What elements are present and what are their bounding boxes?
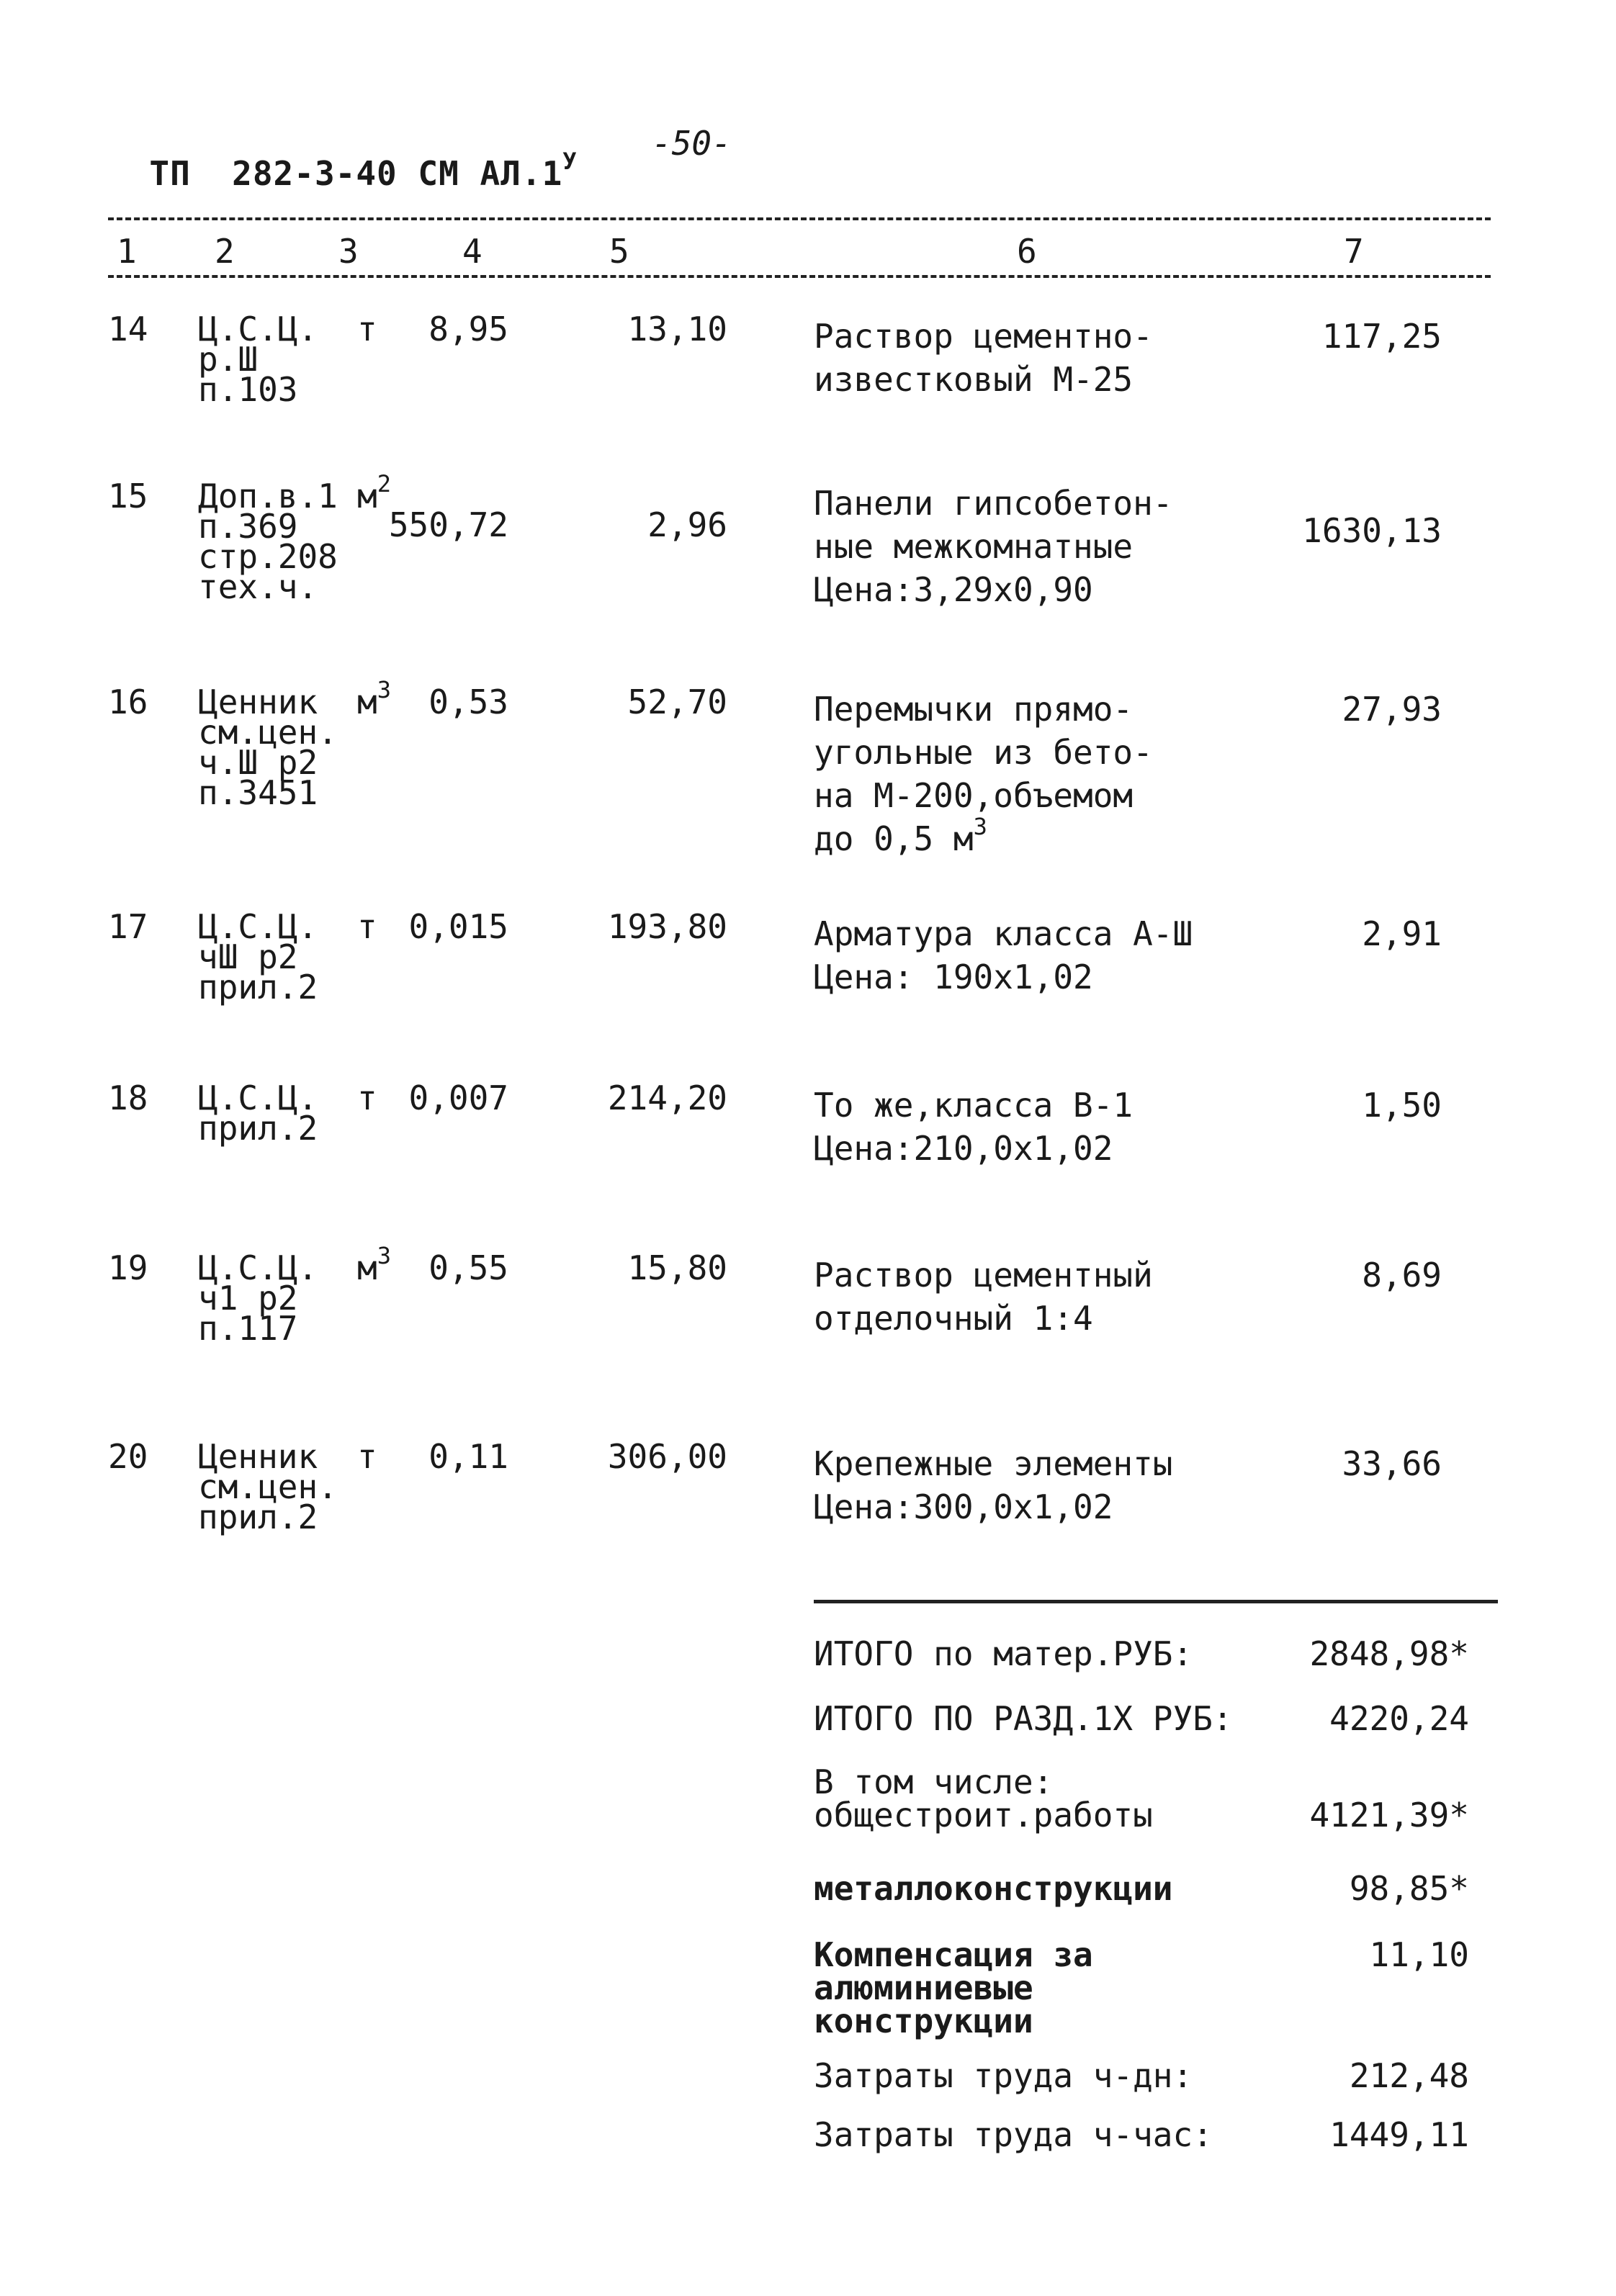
row-number: 20 (108, 1437, 148, 1476)
description-text: до 0,5 м (814, 819, 974, 858)
unit-text: т (357, 310, 377, 348)
description-text: Крепежные элементы (814, 1444, 1173, 1483)
description-text: Цена: 190х1,02 (814, 958, 1093, 996)
summary-value: 98,85* (1349, 1869, 1469, 1908)
unit-text: т (357, 1079, 377, 1117)
description-text: на М-200,объемом (814, 776, 1134, 815)
reference-line: стр.208 (198, 537, 338, 576)
column-number-1: 1 (117, 232, 137, 271)
description-line (814, 361, 1133, 397)
quantity: 0,007 (408, 1079, 508, 1117)
row-number: 18 (108, 1079, 148, 1117)
unit-text: т (357, 907, 377, 946)
row-number: 19 (108, 1248, 148, 1287)
unit-price: 13,10 (627, 310, 727, 348)
description-text: Цена:210,0х1,02 (814, 1129, 1113, 1168)
document-code-text: ТП 282-3-40 СМ АЛ.1 (149, 154, 563, 193)
unit-price: 214,20 (607, 1079, 727, 1117)
quantity: 8,95 (428, 310, 508, 348)
unit-text: т (357, 1437, 377, 1476)
reference-line: тех.ч. (198, 567, 318, 606)
summary-label: ИТОГО ПО РАЗД.1Х РУБ: (814, 1699, 1233, 1738)
reference-line: прил.2 (198, 968, 318, 1007)
page-number: -50- (652, 124, 732, 163)
description-line (814, 572, 1093, 608)
row-number: 16 (108, 683, 148, 721)
row-number: 17 (108, 907, 148, 946)
description-text: ные межкомнатные (814, 527, 1134, 566)
description-line (814, 959, 1093, 995)
reference-line: прил.2 (198, 1498, 318, 1536)
row-total: 1630,13 (1302, 511, 1442, 550)
description-text: известковый М-25 (814, 360, 1134, 399)
column-number-7: 7 (1344, 232, 1364, 271)
reference-line: Ц.С.Ц. (198, 1248, 318, 1287)
row-total: 33,66 (1342, 1444, 1442, 1483)
unit-superscript: 3 (377, 676, 391, 703)
reference-line: см.цен. (198, 713, 338, 752)
unit-price: 15,80 (627, 1248, 727, 1287)
summary-value: 4121,39* (1309, 1796, 1469, 1834)
row-number: 14 (108, 310, 148, 348)
quantity: 550,72 (388, 505, 508, 544)
summary-rule (814, 1600, 1498, 1603)
description-text: Раствор цементно- (814, 317, 1153, 356)
document-code (108, 115, 578, 193)
reference-line: ч1 р2 (198, 1279, 298, 1318)
summary-label: Компенсация за (814, 1935, 1093, 1974)
quantity: 0,53 (428, 683, 508, 721)
description-text: Цена:3,29х0,90 (814, 570, 1093, 609)
row-total: 1,50 (1362, 1086, 1442, 1125)
document-code-sup: У (562, 148, 578, 175)
reference-line: ч.Ш р2 (198, 743, 318, 782)
unit-price: 52,70 (627, 683, 727, 721)
unit-superscript: 2 (377, 470, 391, 498)
row-number: 15 (108, 477, 148, 516)
summary-value: 212,48 (1349, 2056, 1469, 2095)
reference-line: Ц.С.Ц. (198, 1079, 318, 1117)
summary-value: 2848,98* (1309, 1634, 1469, 1673)
reference-line: см.цен. (198, 1467, 338, 1506)
description-text: Перемычки прямо- (814, 690, 1134, 729)
description-line (814, 778, 1133, 814)
quantity: 0,11 (428, 1437, 508, 1476)
column-number-5: 5 (609, 232, 629, 271)
reference-line: прил.2 (198, 1109, 318, 1148)
unit-price: 2,96 (647, 505, 727, 544)
reference-line: Ц.С.Ц. (198, 907, 318, 946)
column-header-bottom-rule (108, 275, 1491, 278)
reference-line: п.103 (198, 370, 298, 409)
row-total: 8,69 (1362, 1256, 1442, 1295)
summary-value: 1449,11 (1329, 2115, 1469, 2154)
description-line (814, 1300, 1093, 1336)
column-number-4: 4 (462, 232, 482, 271)
description-line (814, 1130, 1113, 1166)
reference-line: Ц.С.Ц. (198, 310, 318, 348)
summary-label: Затраты труда ч-час: (814, 2115, 1213, 2154)
row-total: 117,25 (1321, 317, 1442, 356)
column-number-2: 2 (215, 232, 235, 271)
reference-line: чШ р2 (198, 937, 298, 976)
description-superscript: 3 (973, 813, 987, 840)
reference-line: р.Ш (198, 340, 259, 379)
summary-value: 11,10 (1369, 1935, 1469, 1974)
summary-label: Затраты труда ч-дн: (814, 2056, 1193, 2095)
row-total: 2,91 (1362, 914, 1442, 953)
unit-superscript: 3 (377, 1242, 391, 1269)
description-line (814, 1489, 1113, 1525)
summary-label: конструкции (814, 2002, 1033, 2040)
description-line (814, 734, 1153, 770)
summary-value: 4220,24 (1329, 1699, 1469, 1738)
reference-line: Ценник (198, 1437, 318, 1476)
quantity: 0,55 (428, 1248, 508, 1287)
unit-text: м (357, 477, 377, 516)
reference-line: п.3451 (198, 773, 318, 812)
description-text: Арматура класса А-Ш (814, 914, 1193, 953)
summary-label: ИТОГО по матер.РУБ: (814, 1634, 1193, 1673)
reference-line: п.117 (198, 1309, 298, 1348)
description-text: Раствор цементный (814, 1256, 1153, 1295)
summary-label: металлоконструкции (814, 1869, 1173, 1908)
description-line (814, 813, 987, 858)
summary-label: общестроит.работы (814, 1796, 1153, 1834)
reference-line: Доп.в.1 (198, 477, 338, 516)
column-header-top-rule (108, 217, 1491, 220)
description-text: угольные из бето- (814, 733, 1153, 772)
summary-label: В том числе: (814, 1762, 1054, 1801)
reference-line: п.369 (198, 507, 298, 546)
description-text: отделочный 1:4 (814, 1299, 1093, 1338)
unit-price: 193,80 (607, 907, 727, 946)
row-total: 27,93 (1342, 690, 1442, 729)
column-number-3: 3 (338, 232, 359, 271)
reference-line: Ценник (198, 683, 318, 721)
description-text: Цена:300,0х1,02 (814, 1487, 1113, 1526)
description-text: Панели гипсобетон- (814, 484, 1173, 523)
summary-label: алюминиевые (814, 1968, 1033, 2007)
quantity: 0,015 (408, 907, 508, 946)
unit-text: м (357, 1248, 377, 1287)
unit-price: 306,00 (607, 1437, 727, 1476)
description-text: То же,класса В-1 (814, 1086, 1134, 1125)
column-number-6: 6 (1017, 232, 1037, 271)
unit-text: м (357, 683, 377, 721)
